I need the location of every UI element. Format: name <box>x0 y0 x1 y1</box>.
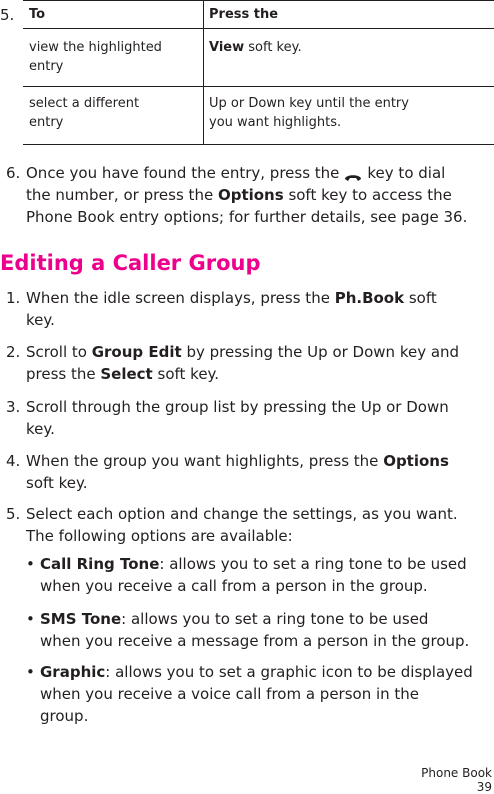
table-cell <box>29 38 162 76</box>
key-name: Ph.Book <box>334 289 405 307</box>
bullet: • <box>26 555 35 573</box>
option-name: SMS Tone <box>40 610 122 628</box>
table-column-divider <box>203 0 204 145</box>
section-title: Editing a Caller Group <box>0 251 261 275</box>
table-cell-line: entry <box>29 115 64 130</box>
text-line: Phone Book entry options; for further details, see page 36. <box>26 208 468 226</box>
text-span: Once you have found the entry, press the <box>26 164 340 182</box>
text-span: the number, or press the <box>26 186 218 204</box>
table-cell <box>209 94 409 132</box>
text-span: : allows you to set a graphic icon to be displayed <box>105 663 473 681</box>
bullet: • <box>26 610 35 628</box>
table-rule <box>23 28 494 29</box>
text-span: soft key to access the <box>283 186 452 204</box>
table-cell-line: you want highlights. <box>209 115 342 130</box>
step-6-text <box>26 162 467 228</box>
table-cell-key: View <box>209 40 245 55</box>
text-span: Scroll to <box>26 343 92 361</box>
key-name: Options <box>217 186 284 204</box>
table-cell-text: soft key. <box>244 40 302 55</box>
text-line <box>26 162 467 184</box>
text-span: soft <box>404 289 437 307</box>
page-number: 39 <box>476 780 492 794</box>
step-2-text <box>26 341 459 385</box>
options-table <box>23 0 494 145</box>
step-number: 1. <box>6 289 21 307</box>
step-number: 3. <box>6 398 21 416</box>
key-name: Options <box>383 452 449 470</box>
bullet: • <box>26 663 35 681</box>
text-line: soft key. <box>26 474 88 492</box>
text-line: The following options are available: <box>26 527 293 545</box>
table-rule <box>23 0 494 1</box>
text-span: by pressing the Up or Down key and <box>181 343 460 361</box>
text-span: : allows you to set a ring tone to be used <box>121 610 429 628</box>
text-line <box>40 553 467 575</box>
step-number: 4. <box>6 452 21 470</box>
text-span: soft key. <box>152 365 220 383</box>
phone-send-icon <box>343 168 363 180</box>
step-number: 6. <box>6 164 21 182</box>
option-name: Graphic <box>40 663 106 681</box>
text-line <box>26 450 449 472</box>
option-call-ring-tone <box>40 553 467 597</box>
table-row-number: 5. <box>0 6 15 24</box>
text-line <box>40 608 469 630</box>
text-line: Scroll through the group list by pressing the Up or Down <box>26 398 449 416</box>
text-span: When the group you want highlights, press the <box>26 452 384 470</box>
footer-section: Phone Book <box>421 766 492 780</box>
text-span: key to dial <box>367 164 446 182</box>
step-1-text <box>26 287 437 331</box>
table-cell-line: entry <box>29 59 64 74</box>
text-line <box>26 341 459 363</box>
table-cell <box>209 38 302 57</box>
table-header-to: To <box>29 7 46 22</box>
text-line <box>40 661 473 683</box>
text-line <box>26 184 467 206</box>
option-graphic <box>40 661 473 727</box>
option-sms-tone <box>40 608 469 652</box>
table-rule <box>23 86 494 87</box>
text-line: key. <box>26 311 55 329</box>
table-cell-line: Up or Down key until the entry <box>209 96 409 111</box>
text-line <box>26 287 437 309</box>
table-rule <box>23 144 494 145</box>
step-number: 5. <box>6 505 21 523</box>
text-span: press the <box>26 365 101 383</box>
text-line <box>26 363 459 385</box>
table-cell-line: view the highlighted <box>29 40 162 55</box>
text-line: group. <box>40 707 89 725</box>
text-line: Select each option and change the settings, as you want. <box>26 505 458 523</box>
menu-name: Group Edit <box>91 343 182 361</box>
text-line: when you receive a call from a person in the group. <box>40 577 428 595</box>
option-name: Call Ring Tone <box>40 555 160 573</box>
text-line: when you receive a voice call from a person in the <box>40 685 420 703</box>
table-cell <box>29 94 139 132</box>
step-3-text <box>26 396 449 440</box>
text-span: When the idle screen displays, press the <box>26 289 335 307</box>
text-span: : allows you to set a ring tone to be used <box>159 555 467 573</box>
text-line: key. <box>26 420 55 438</box>
key-name: Select <box>100 365 153 383</box>
step-number: 2. <box>6 343 21 361</box>
table-header-press: Press the <box>209 7 279 22</box>
step-4-text <box>26 450 449 494</box>
step-5-text <box>26 503 458 547</box>
text-line: when you receive a message from a person in the group. <box>40 632 470 650</box>
table-cell-line: select a different <box>29 96 140 111</box>
